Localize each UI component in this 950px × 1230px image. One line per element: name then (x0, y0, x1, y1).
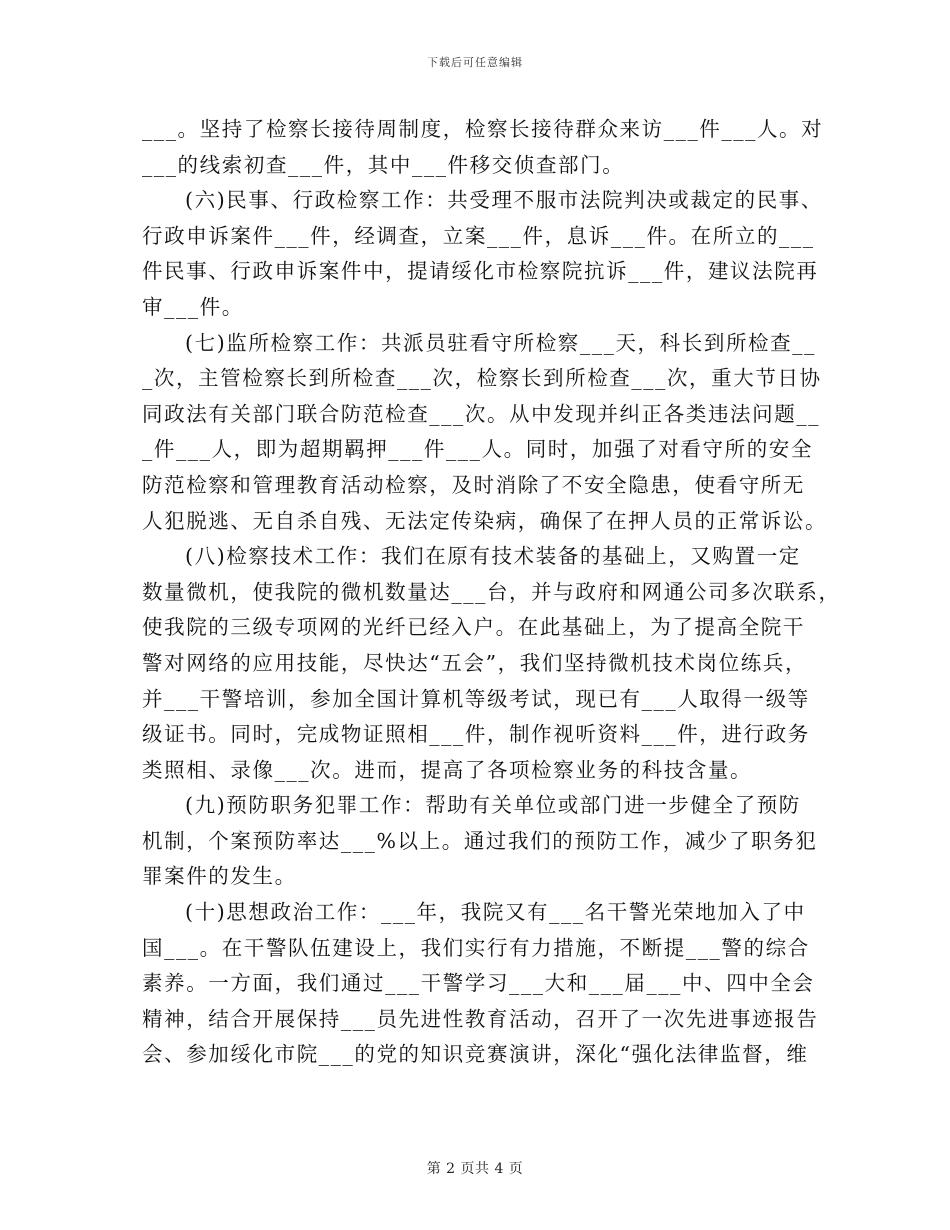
text-line: 会、参加绥化市院___的党的知识竞赛演讲，深化“强化法律监督，维 (142, 1042, 809, 1067)
text-line: 国___。在干警队伍建设上，我们实行有力措施，不断提___警的综合 (142, 935, 810, 960)
text-line: 件民事、行政申诉案件中，提请绥化市检察院抗诉___件，建议法院再 (142, 259, 819, 284)
text-line: (九)预防职务犯罪工作：帮助有关单位或部门进一步健全了预防 (185, 793, 801, 818)
text-line: ___的线索初查___件，其中___件移交侦查部门。 (142, 152, 625, 177)
text-line: (十)思想政治工作：___年，我院又有___名干警光荣地加入了中 (185, 900, 806, 925)
text-line: 行政申诉案件___件，经调查，立案___件，息诉___件。在所立的___ (142, 223, 815, 248)
text-line: 类照相、录像___次。进而，提高了各项检察业务的科技含量。 (142, 757, 753, 782)
text-line: 防范检察和管理教育活动检察，及时消除了不安全隐患，使看守所无 (142, 472, 805, 497)
text-line: ___。坚持了检察长接待周制度，检察长接待群众来访___件___人。对 (142, 117, 824, 141)
text-line: 数量微机，使我院的微机数量达___台，并与政府和网通公司多次联系， (142, 579, 841, 604)
page-footer: 第 2 页共 4 页 (426, 1161, 524, 1177)
text-line: (六)民事、行政检察工作：共受理不服市法院判决或裁定的民事、 (185, 188, 823, 213)
text-line: 使我院的三级专项网的光纤已经入户。在此基础上，为了提高全院干 (142, 615, 805, 640)
text-line: 机制，个案预防率达___%以上。通过我们的预防工作，减少了职务犯 (142, 828, 818, 853)
text-line: 素养。一方面，我们通过___干警学习___大和___届___中、四中全会 (142, 971, 815, 996)
document-body (142, 112, 841, 1073)
text-line: 人犯脱逃、无自杀自残、无法定传染病，确保了在押人员的正常诉讼。 (142, 508, 828, 533)
page-header: 下载后可任意编辑 (427, 56, 523, 69)
text-line: (七)监所检察工作：共派员驻看守所检察___天，科长到所检查__ (185, 330, 816, 355)
text-line: 警对网络的应用技能，尽快达“五会”，我们坚持微机技术岗位练兵， (142, 650, 808, 675)
text-line: _次，主管检察长到所检查___次，检察长到所检查___次，重大节日协 (142, 366, 822, 391)
text-line: 罪案件的发生。 (142, 864, 297, 889)
text-line: (八)检察技术工作：我们在原有技术装备的基础上，又购置一定 (185, 544, 801, 569)
text-line: 审___件。 (142, 294, 244, 319)
text-line: 并___干警培训，参加全国计算机等级考试，现已有___人取得一级等 (142, 686, 810, 711)
text-line: _件___人，即为超期羁押___件___人。同时，加强了对看守所的安全 (142, 437, 813, 462)
text-line: 同政法有关部门联合防范检查___次。从中发现并纠正各类违法问题__ (142, 401, 821, 426)
text-line: 级证书。同时，完成物证照相___件，制作视听资料___件，进行政务 (142, 722, 810, 747)
text-line: 精神，结合开展保持___员先进性教育活动，召开了一次先进事迹报告 (142, 1006, 819, 1031)
